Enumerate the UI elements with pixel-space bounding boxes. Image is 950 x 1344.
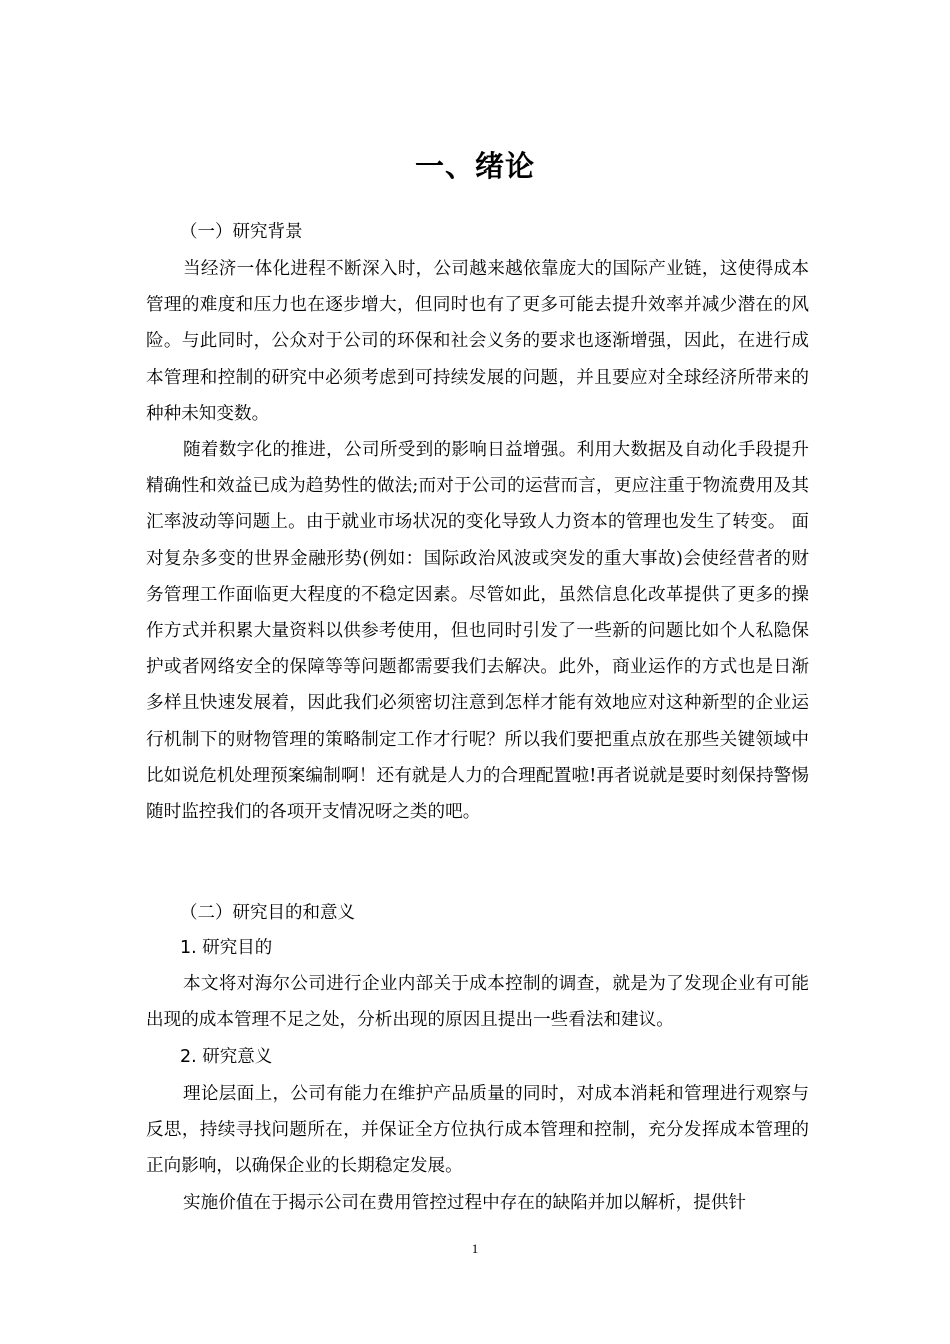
paragraph-background-1: 当经济一体化进程不断深入时，公司越来越依靠庞大的国际产业链，这使得成本管理的难度和压力也在逐步增大，但同时也有了更多可能去提升效率并减少潜在的风险。与此同时，公众对于公司的环保和社会义务的要求也逐渐增强，因此，在进行成本管理和控制的研究中必须考虑到可持续发展的问题，并且要应对全球经济所带来的种种未知变数。 (146, 259, 809, 424)
paragraph-significance-2: 实施价值在于揭示公司在费用管控过程中存在的缺陷并加以解析，提供针 (183, 1193, 747, 1213)
paragraph-significance-1: 理论层面上，公司有能力在维护产品质量的同时，对成本消耗和管理进行观察与反思，持续寻找问题所在，并保证全方位执行成本管理和控制，充分发挥成本管理的正向影响，以确保企业的长期稳定发展。 (146, 1084, 809, 1177)
paragraph-background-2: 随着数字化的推进，公司所受到的影响日益增强。利用大数据及自动化手段提升精确性和效益已成为趋势性的做法;而对于公司的运营而言，更应注重于物流费用及其汇率波动等问题上。由于就业市场状况的变化导致人力资本的管理也发生了转变。 面对复杂多变的世界金融形势(例如：国际政治风波或突发的重大事故)会使经营者的财务管理工作面临更大程度的不稳定因素。尽管如此，虽然信息化改革提供了更多的操作方式并积累大量资料以供参考使用，但也同时引发了一些新的问题比如个人私隐保护或者网络安全的保障等等问题都需要我们去解决。此外，商业运作的方式也是日渐多样且快速发展着，因此我们必须密切注意到怎样才能有效地应对这种新型的企业运行机制下的财物管理的策略制定工作才行呢？所以我们要把重点放在那些关键领域中比如说危机处理预案编制啊！还有就是人力的合理配置啦!再者说就是要时刻保持警惕随时监控我们的各项开支情况呀之类的吧。 (146, 440, 809, 823)
subsection-heading-purpose: 1. 研究目的 (180, 938, 273, 958)
paragraph-purpose: 本文将对海尔公司进行企业内部关于成本控制的调查，就是为了发现企业有可能出现的成本管理不足之处，分析出现的原因且提出一些看法和建议。 (146, 974, 809, 1031)
section-heading-background: （一）研究背景 (180, 222, 303, 242)
chapter-title: 一、绪论 (414, 149, 535, 183)
page-number: 1 (471, 1241, 479, 1256)
section-heading-purpose-significance: （二）研究目的和意义 (180, 903, 355, 923)
subsection-heading-significance: 2. 研究意义 (180, 1047, 273, 1067)
